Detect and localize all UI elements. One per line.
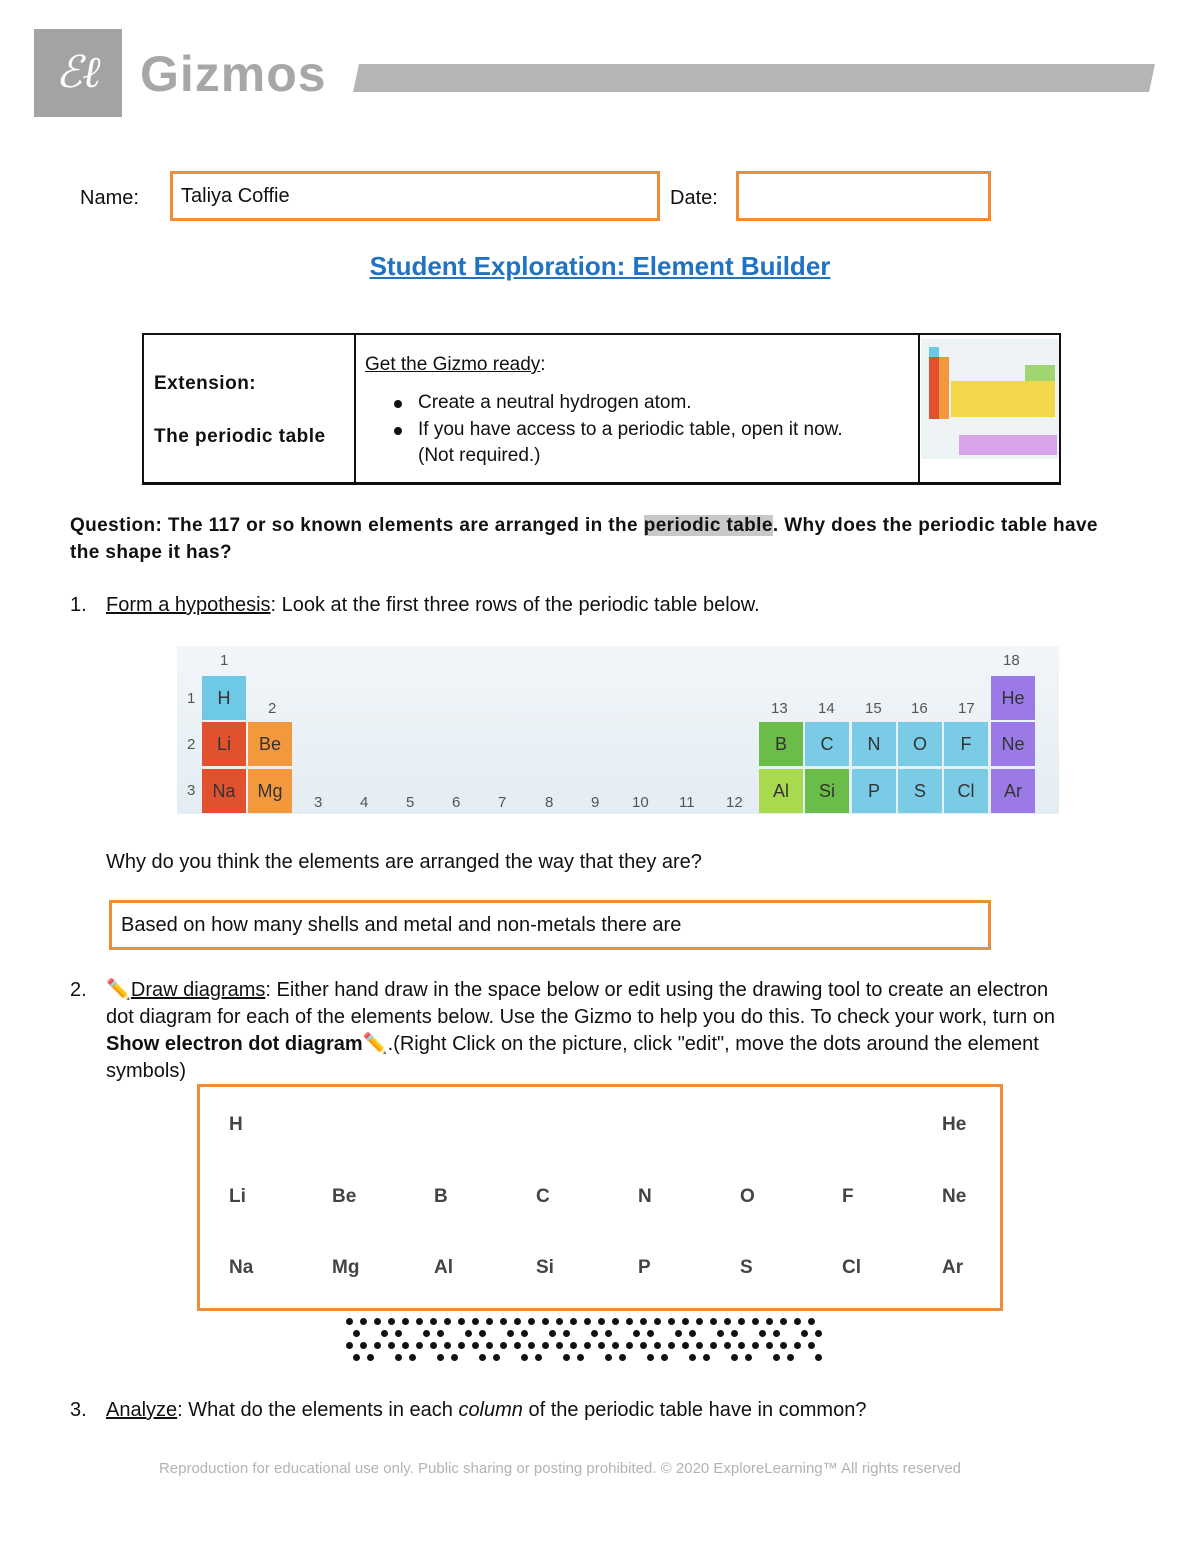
q1-prompt: Why do you think the elements are arranged the way that they are?	[106, 851, 702, 873]
electron-dot[interactable]	[794, 1318, 801, 1325]
electron-dot[interactable]	[717, 1330, 724, 1337]
element-cell: F	[944, 722, 988, 766]
electron-dot[interactable]	[815, 1330, 822, 1337]
q1-heading: Form a hypothesis	[106, 594, 271, 616]
pencil-icon: ✏️	[362, 1033, 388, 1055]
electron-dot[interactable]	[472, 1342, 479, 1349]
electron-dot[interactable]	[633, 1330, 640, 1337]
q3-heading: Analyze	[106, 1399, 178, 1421]
electron-dot[interactable]	[640, 1342, 647, 1349]
q2-number: 2.	[70, 979, 87, 1001]
electron-dot[interactable]	[584, 1342, 591, 1349]
electron-dot[interactable]	[423, 1330, 430, 1337]
electron-dot[interactable]	[556, 1318, 563, 1325]
element-symbol: Cl	[842, 1257, 861, 1278]
group-label: 15	[865, 700, 882, 717]
electron-dot[interactable]	[640, 1318, 647, 1325]
draggable-electron-dots[interactable]	[346, 1316, 826, 1368]
electron-dot[interactable]	[346, 1318, 353, 1325]
electron-dot[interactable]	[612, 1342, 619, 1349]
main-question	[70, 512, 1130, 566]
group-label: 7	[498, 794, 507, 811]
electron-dot[interactable]	[430, 1342, 437, 1349]
ready-colon: :	[540, 354, 546, 375]
electron-dot[interactable]	[689, 1354, 696, 1361]
element-cell: B	[759, 722, 803, 766]
electron-dot[interactable]	[458, 1318, 465, 1325]
element-cell: H	[202, 676, 246, 720]
extension-label-cell	[144, 335, 356, 482]
electron-dot[interactable]	[514, 1318, 521, 1325]
question-suffix: . Why does the periodic table have the shape it has?	[70, 515, 1098, 563]
electron-dot[interactable]	[374, 1342, 381, 1349]
electron-dot[interactable]	[654, 1342, 661, 1349]
element-symbol: Ar	[942, 1257, 964, 1278]
element-symbol: Al	[434, 1257, 453, 1278]
electron-dot[interactable]	[738, 1342, 745, 1349]
electron-dot[interactable]	[801, 1330, 808, 1337]
group-label: 9	[591, 794, 600, 811]
element-cell: Li	[202, 722, 246, 766]
electron-dot[interactable]	[724, 1342, 731, 1349]
electron-dot[interactable]	[388, 1342, 395, 1349]
electron-dot[interactable]	[500, 1318, 507, 1325]
electron-dot[interactable]	[444, 1318, 451, 1325]
electron-dot[interactable]	[493, 1354, 500, 1361]
electron-dot[interactable]	[759, 1330, 766, 1337]
element-symbol: Si	[536, 1257, 554, 1278]
electron-dot[interactable]	[500, 1342, 507, 1349]
electron-dot[interactable]	[437, 1330, 444, 1337]
q2-bold-option: Show electron dot diagram	[106, 1033, 363, 1055]
header-bar	[353, 64, 1155, 92]
group-label: 11	[679, 794, 695, 811]
electron-dot[interactable]	[458, 1342, 465, 1349]
extension-label: Extension:	[154, 373, 257, 394]
electron-dot[interactable]	[472, 1318, 479, 1325]
electron-dot[interactable]	[577, 1354, 584, 1361]
electron-dot[interactable]	[388, 1318, 395, 1325]
electron-dot[interactable]	[682, 1342, 689, 1349]
electron-dot[interactable]	[696, 1342, 703, 1349]
electron-dot[interactable]	[689, 1330, 696, 1337]
extension-table	[142, 333, 1061, 485]
element-symbol: B	[434, 1186, 448, 1207]
element-symbol: Be	[332, 1186, 357, 1207]
electron-dot[interactable]	[360, 1342, 367, 1349]
electron-dot[interactable]	[528, 1342, 535, 1349]
electron-dot[interactable]	[563, 1330, 570, 1337]
electron-dot[interactable]	[710, 1342, 717, 1349]
electron-dot[interactable]	[738, 1318, 745, 1325]
explorelearning-logo: ℰℓ	[34, 29, 122, 117]
extension-topic: The periodic table	[154, 426, 326, 447]
q3-text-post: of the periodic table have in common?	[522, 1399, 867, 1421]
electron-dot[interactable]	[773, 1330, 780, 1337]
electron-dot[interactable]	[409, 1354, 416, 1361]
element-cell: S	[898, 769, 942, 813]
electron-dot[interactable]	[794, 1342, 801, 1349]
q2-line-3	[106, 1031, 1039, 1057]
element-cell: Be	[248, 722, 292, 766]
group-label: 14	[818, 700, 835, 717]
electron-dot[interactable]	[661, 1354, 668, 1361]
element-cell: Al	[759, 769, 803, 813]
electron-dot[interactable]	[710, 1318, 717, 1325]
electron-dot[interactable]	[808, 1342, 815, 1349]
electron-dot[interactable]	[766, 1342, 773, 1349]
name-label: Name:	[80, 187, 139, 209]
bullet-item-1: Create a neutral hydrogen atom.	[418, 392, 692, 413]
q1-answer-field[interactable]: Based on how many shells and metal and non-metals there are	[109, 900, 991, 950]
extension-instructions-cell	[356, 335, 920, 482]
electron-dot[interactable]	[773, 1354, 780, 1361]
group-label: 12	[726, 794, 743, 811]
electron-dot[interactable]	[514, 1342, 521, 1349]
electron-dot[interactable]	[360, 1318, 367, 1325]
electron-dot[interactable]	[430, 1318, 437, 1325]
electron-dot[interactable]	[556, 1342, 563, 1349]
q3-text-pre: : What do the elements in each	[177, 1399, 459, 1421]
group-label: 6	[452, 794, 461, 811]
electron-dot[interactable]	[486, 1342, 493, 1349]
electron-dot[interactable]	[528, 1318, 535, 1325]
electron-dot[interactable]	[465, 1330, 472, 1337]
q2-line-2: dot diagram for each of the elements below. Use the Gizmo to help you do this. To check your work, turn on	[106, 1006, 1056, 1028]
electron-dot[interactable]	[731, 1330, 738, 1337]
electron-dot[interactable]	[451, 1354, 458, 1361]
electron-dot[interactable]	[584, 1318, 591, 1325]
electron-dot[interactable]	[353, 1354, 360, 1361]
q1-line	[106, 592, 760, 618]
electron-dot[interactable]	[745, 1354, 752, 1361]
element-symbol: Li	[229, 1186, 246, 1207]
electron-dot[interactable]	[346, 1342, 353, 1349]
q2-heading: Draw diagrams	[130, 979, 266, 1001]
element-symbol: F	[842, 1186, 854, 1207]
question-prefix: Question: The 117 or so known elements are arranged in the	[70, 515, 644, 536]
q2-line-4: symbols)	[106, 1060, 187, 1082]
electron-dot[interactable]	[752, 1318, 759, 1325]
electron-dot[interactable]	[619, 1354, 626, 1361]
element-cell: P	[852, 769, 896, 813]
electron-dot[interactable]	[486, 1318, 493, 1325]
q3-italic: column	[458, 1399, 523, 1421]
element-cell: O	[898, 722, 942, 766]
q2-line-1	[106, 977, 1146, 1003]
electron-dot[interactable]	[752, 1342, 759, 1349]
element-symbol: Ne	[942, 1186, 967, 1207]
page-title: Student Exploration: Element Builder	[369, 251, 831, 281]
date-field[interactable]	[736, 171, 991, 221]
electron-dot[interactable]	[766, 1318, 773, 1325]
group-label: 5	[406, 794, 415, 811]
electron-dot[interactable]	[381, 1330, 388, 1337]
electron-dot[interactable]	[563, 1354, 570, 1361]
electron-dot[interactable]	[402, 1318, 409, 1325]
electron-dot[interactable]	[374, 1318, 381, 1325]
group-label: 18	[1003, 652, 1020, 669]
q2-text: : Either hand draw in the space below or edit using the drawing tool to create an electron	[265, 979, 1049, 1001]
electron-dot[interactable]	[367, 1354, 374, 1361]
electron-dot[interactable]	[507, 1330, 514, 1337]
electron-dot[interactable]	[353, 1330, 360, 1337]
date-label: Date:	[670, 187, 718, 209]
electron-dot[interactable]	[605, 1354, 612, 1361]
bullet-item-2: If you have access to a periodic table, open it now.	[418, 419, 843, 440]
element-cell: Cl	[944, 769, 988, 813]
electron-dot[interactable]	[787, 1354, 794, 1361]
element-cell: Ar	[991, 769, 1035, 813]
q1-text: : Look at the first three rows of the periodic table below.	[270, 594, 760, 616]
element-symbol: C	[536, 1186, 550, 1207]
element-symbol: O	[740, 1186, 755, 1207]
electron-dot[interactable]	[654, 1318, 661, 1325]
bullet-icon	[394, 400, 402, 408]
period-label: 3	[187, 782, 196, 799]
electron-dot[interactable]	[479, 1354, 486, 1361]
group-label: 3	[314, 794, 323, 811]
bullet-item-2-continued: (Not required.)	[418, 445, 541, 466]
electron-dot[interactable]	[647, 1354, 654, 1361]
element-cell: Na	[202, 769, 246, 813]
electron-dot-drawing-area[interactable]	[197, 1084, 1003, 1311]
q3-number: 3.	[70, 1399, 87, 1421]
group-label: 2	[268, 700, 277, 717]
electron-dot[interactable]	[395, 1330, 402, 1337]
electron-dot[interactable]	[549, 1330, 556, 1337]
group-label: 4	[360, 794, 369, 811]
name-field[interactable]: Taliya Coffie	[170, 171, 660, 221]
electron-dot[interactable]	[598, 1342, 605, 1349]
periodic-table-thumbnail	[921, 339, 1059, 459]
ready-heading: Get the Gizmo ready	[365, 354, 541, 375]
element-symbol: N	[638, 1186, 652, 1207]
group-label: 13	[771, 700, 788, 717]
group-label: 8	[545, 794, 554, 811]
element-symbol: He	[942, 1114, 967, 1135]
electron-dot[interactable]	[521, 1354, 528, 1361]
element-symbol: Na	[229, 1257, 254, 1278]
electron-dot[interactable]	[395, 1354, 402, 1361]
group-label: 16	[911, 700, 928, 717]
group-label: 10	[632, 794, 649, 811]
group-label: 1	[220, 652, 229, 669]
electron-dot[interactable]	[521, 1330, 528, 1337]
element-cell: C	[805, 722, 849, 766]
pencil-icon: ✏️	[106, 979, 131, 1001]
question-highlight: periodic table	[643, 515, 773, 536]
electron-dot[interactable]	[780, 1342, 787, 1349]
element-symbol: P	[638, 1257, 651, 1278]
electron-dot[interactable]	[675, 1330, 682, 1337]
electron-dot[interactable]	[626, 1318, 633, 1325]
element-symbol: H	[229, 1114, 243, 1135]
electron-dot[interactable]	[570, 1342, 577, 1349]
electron-dot[interactable]	[444, 1342, 451, 1349]
q1-number: 1.	[70, 594, 87, 616]
electron-dot[interactable]	[780, 1318, 787, 1325]
electron-dot[interactable]	[416, 1318, 423, 1325]
period-label: 1	[187, 690, 196, 707]
element-symbol: S	[740, 1257, 753, 1278]
electron-dot[interactable]	[535, 1354, 542, 1361]
footer-copyright: Reproduction for educational use only. Public sharing or posting prohibited. © 2020 ExploreLearning™ All rights reserved	[158, 1460, 962, 1477]
periodic-table-figure	[177, 646, 1059, 814]
element-cell: N	[852, 722, 896, 766]
electron-dot[interactable]	[416, 1342, 423, 1349]
electron-dot[interactable]	[815, 1354, 822, 1361]
electron-dot[interactable]	[731, 1354, 738, 1361]
q2-line-3-text: .(Right Click on the picture, click "edit", move the dots around the element	[387, 1033, 1039, 1055]
electron-dot[interactable]	[598, 1318, 605, 1325]
gizmos-brand: Gizmos	[140, 46, 327, 102]
electron-dot[interactable]	[542, 1318, 549, 1325]
electron-dot[interactable]	[570, 1318, 577, 1325]
electron-dot[interactable]	[612, 1318, 619, 1325]
electron-dot[interactable]	[402, 1342, 409, 1349]
period-label: 2	[187, 736, 196, 753]
electron-dot[interactable]	[542, 1342, 549, 1349]
group-label: 17	[958, 700, 975, 717]
electron-dot[interactable]	[437, 1354, 444, 1361]
electron-dot[interactable]	[808, 1318, 815, 1325]
ready-heading-line	[365, 352, 546, 378]
element-cell: He	[991, 676, 1035, 720]
electron-dot[interactable]	[479, 1330, 486, 1337]
bullet-icon	[394, 427, 402, 435]
electron-dot[interactable]	[703, 1354, 710, 1361]
electron-dot[interactable]	[682, 1318, 689, 1325]
element-cell: Ne	[991, 722, 1035, 766]
electron-dot[interactable]	[626, 1342, 633, 1349]
electron-dot[interactable]	[724, 1318, 731, 1325]
element-cell: Si	[805, 769, 849, 813]
electron-dot[interactable]	[668, 1318, 675, 1325]
element-cell: Mg	[248, 769, 292, 813]
q3-line	[106, 1397, 866, 1423]
electron-dot[interactable]	[696, 1318, 703, 1325]
electron-dot[interactable]	[591, 1330, 598, 1337]
electron-dot[interactable]	[647, 1330, 654, 1337]
electron-dot[interactable]	[668, 1342, 675, 1349]
electron-dot[interactable]	[605, 1330, 612, 1337]
element-symbol: Mg	[332, 1257, 360, 1278]
